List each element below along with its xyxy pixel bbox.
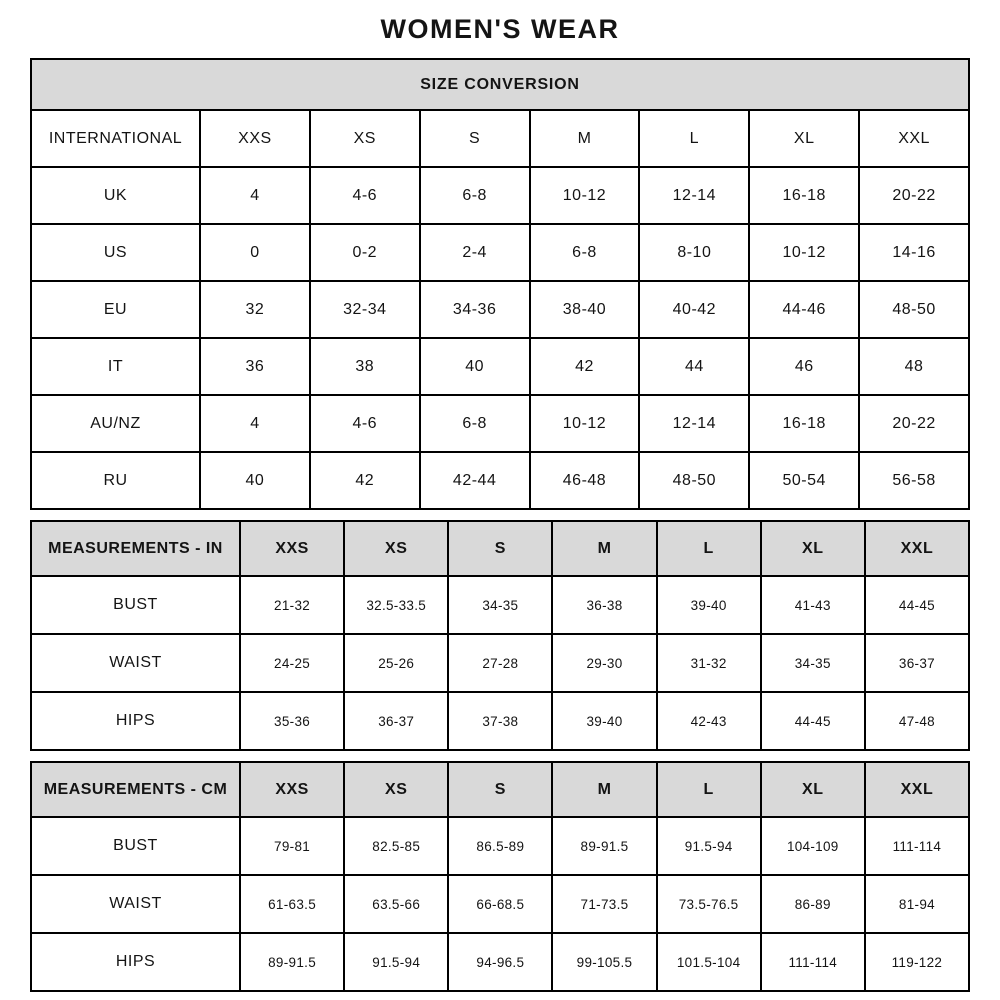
size-value-cell: 42-44 (419, 451, 529, 508)
measure-value-cell: 44-45 (760, 691, 864, 749)
measure-row-label: WAIST (32, 633, 239, 691)
measure-value-cell: 31-32 (656, 633, 760, 691)
column-header-size: XL (748, 111, 858, 166)
size-column-header: XL (760, 522, 864, 575)
column-header-size: S (419, 111, 529, 166)
measure-value-cell: 99-105.5 (551, 932, 655, 990)
size-value-cell: 8-10 (638, 223, 748, 280)
size-value-cell: 16-18 (748, 394, 858, 451)
measure-row-label: BUST (32, 816, 239, 874)
size-column-header: L (656, 522, 760, 575)
size-value-cell: 10-12 (529, 394, 639, 451)
measure-value-cell: 21-32 (239, 575, 343, 633)
size-value-cell: 12-14 (638, 394, 748, 451)
measure-value-cell: 29-30 (551, 633, 655, 691)
size-column-header: M (551, 763, 655, 816)
size-value-cell: 16-18 (748, 166, 858, 223)
measure-row-label: BUST (32, 575, 239, 633)
measure-value-cell: 119-122 (864, 932, 968, 990)
size-value-cell: 14-16 (858, 223, 968, 280)
region-row-label: AU/NZ (32, 394, 199, 451)
measure-value-cell: 47-48 (864, 691, 968, 749)
measure-value-cell: 61-63.5 (239, 874, 343, 932)
size-value-cell: 32-34 (309, 280, 419, 337)
size-value-cell: 32 (199, 280, 309, 337)
size-value-cell: 0 (199, 223, 309, 280)
measure-value-cell: 25-26 (343, 633, 447, 691)
size-value-cell: 10-12 (748, 223, 858, 280)
measure-value-cell: 35-36 (239, 691, 343, 749)
size-value-cell: 4 (199, 166, 309, 223)
region-row-label: UK (32, 166, 199, 223)
measure-value-cell: 44-45 (864, 575, 968, 633)
measure-value-cell: 104-109 (760, 816, 864, 874)
measure-value-cell: 32.5-33.5 (343, 575, 447, 633)
size-value-cell: 4-6 (309, 394, 419, 451)
measure-value-cell: 36-37 (343, 691, 447, 749)
size-column-header: XXL (864, 522, 968, 575)
size-column-header: XS (343, 763, 447, 816)
measurements-header: MEASUREMENTS - IN (32, 522, 239, 575)
size-value-cell: 34-36 (419, 280, 529, 337)
size-value-cell: 36 (199, 337, 309, 394)
size-value-cell: 0-2 (309, 223, 419, 280)
size-column-header: XXS (239, 763, 343, 816)
measure-value-cell: 81-94 (864, 874, 968, 932)
size-column-header: XS (343, 522, 447, 575)
size-column-header: S (447, 522, 551, 575)
region-row-label: RU (32, 451, 199, 508)
size-value-cell: 46 (748, 337, 858, 394)
size-conversion-header: SIZE CONVERSION (32, 60, 968, 111)
size-value-cell: 42 (309, 451, 419, 508)
size-value-cell: 44-46 (748, 280, 858, 337)
measure-value-cell: 86-89 (760, 874, 864, 932)
size-value-cell: 38-40 (529, 280, 639, 337)
measure-row-label: WAIST (32, 874, 239, 932)
size-column-header: XXS (239, 522, 343, 575)
measure-value-cell: 24-25 (239, 633, 343, 691)
column-header-size: M (529, 111, 639, 166)
size-value-cell: 4-6 (309, 166, 419, 223)
size-column-header: M (551, 522, 655, 575)
measure-value-cell: 34-35 (447, 575, 551, 633)
size-value-cell: 56-58 (858, 451, 968, 508)
measure-value-cell: 91.5-94 (656, 816, 760, 874)
region-row-label: IT (32, 337, 199, 394)
measure-value-cell: 27-28 (447, 633, 551, 691)
measurements-header: MEASUREMENTS - CM (32, 763, 239, 816)
measure-value-cell: 71-73.5 (551, 874, 655, 932)
column-header-size: L (638, 111, 748, 166)
measure-value-cell: 86.5-89 (447, 816, 551, 874)
measure-value-cell: 37-38 (447, 691, 551, 749)
page-title: WOMEN'S WEAR (380, 14, 620, 44)
measure-value-cell: 82.5-85 (343, 816, 447, 874)
size-value-cell: 48-50 (638, 451, 748, 508)
size-value-cell: 40-42 (638, 280, 748, 337)
size-conversion-table (30, 58, 970, 510)
measure-row-label: HIPS (32, 691, 239, 749)
measurements-cm-grid (32, 763, 968, 990)
measure-value-cell: 39-40 (551, 691, 655, 749)
size-value-cell: 6-8 (419, 394, 529, 451)
size-value-cell: 20-22 (858, 394, 968, 451)
size-value-cell: 4 (199, 394, 309, 451)
size-value-cell: 40 (419, 337, 529, 394)
size-value-cell: 44 (638, 337, 748, 394)
size-column-header: XL (760, 763, 864, 816)
measurements-cm-table (30, 761, 970, 992)
measure-value-cell: 94-96.5 (447, 932, 551, 990)
size-value-cell: 10-12 (529, 166, 639, 223)
measure-value-cell: 111-114 (760, 932, 864, 990)
measure-value-cell: 42-43 (656, 691, 760, 749)
measure-value-cell: 111-114 (864, 816, 968, 874)
size-value-cell: 6-8 (529, 223, 639, 280)
size-value-cell: 46-48 (529, 451, 639, 508)
size-value-cell: 48-50 (858, 280, 968, 337)
size-value-cell: 48 (858, 337, 968, 394)
region-row-label: EU (32, 280, 199, 337)
size-value-cell: 2-4 (419, 223, 529, 280)
size-column-header: XXL (864, 763, 968, 816)
column-header-size: XS (309, 111, 419, 166)
measure-value-cell: 66-68.5 (447, 874, 551, 932)
measure-value-cell: 89-91.5 (239, 932, 343, 990)
measure-value-cell: 41-43 (760, 575, 864, 633)
size-column-header: L (656, 763, 760, 816)
size-value-cell: 38 (309, 337, 419, 394)
size-value-cell: 20-22 (858, 166, 968, 223)
measure-row-label: HIPS (32, 932, 239, 990)
size-value-cell: 6-8 (419, 166, 529, 223)
measure-value-cell: 63.5-66 (343, 874, 447, 932)
measure-value-cell: 34-35 (760, 633, 864, 691)
measure-value-cell: 39-40 (656, 575, 760, 633)
measure-value-cell: 73.5-76.5 (656, 874, 760, 932)
column-header-size: XXL (858, 111, 968, 166)
size-conversion-grid (32, 111, 968, 508)
measure-value-cell: 101.5-104 (656, 932, 760, 990)
size-value-cell: 12-14 (638, 166, 748, 223)
column-header-international: INTERNATIONAL (48, 129, 183, 147)
column-header-size: XXS (199, 111, 309, 166)
measurements-in-grid (32, 522, 968, 749)
measurements-in-table (30, 520, 970, 751)
measure-value-cell: 91.5-94 (343, 932, 447, 990)
size-value-cell: 42 (529, 337, 639, 394)
size-value-cell: 40 (199, 451, 309, 508)
size-value-cell: 50-54 (748, 451, 858, 508)
region-row-label: US (32, 223, 199, 280)
measure-value-cell: 36-37 (864, 633, 968, 691)
measure-value-cell: 89-91.5 (551, 816, 655, 874)
measure-value-cell: 79-81 (239, 816, 343, 874)
size-column-header: S (447, 763, 551, 816)
measure-value-cell: 36-38 (551, 575, 655, 633)
